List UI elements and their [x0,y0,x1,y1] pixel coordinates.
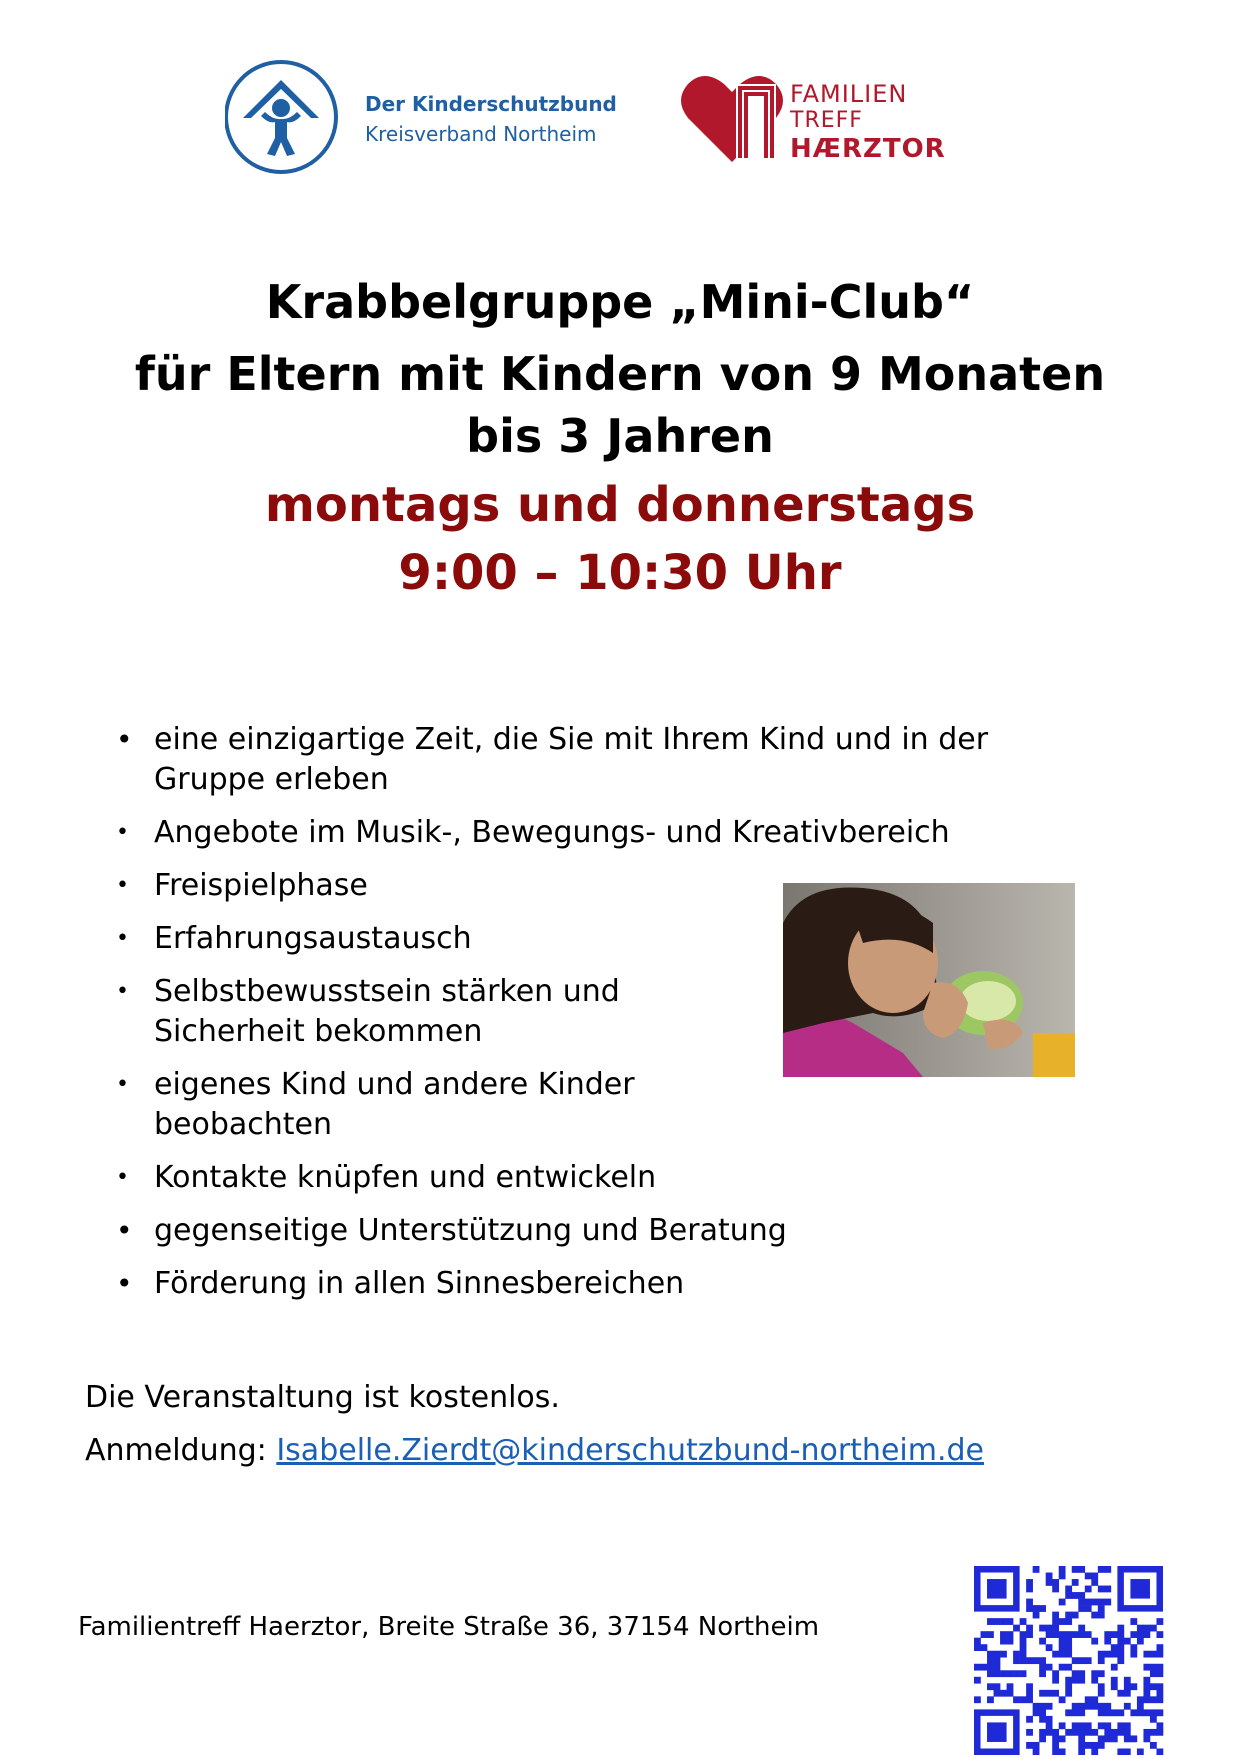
list-item [110,813,1110,853]
free-of-charge-note: Die Veranstaltung ist kostenlos. [85,1380,560,1415]
list-item-line1: • Selbstbewusstsein stärken und [154,974,620,1009]
familientreff-line1: FAMILIEN [790,80,908,108]
subtitle-line2: bis 3 Jahren [466,409,774,463]
list-item-line2: Sicherheit bekommen [154,1014,483,1049]
list-item-line1: • eine einzigartige Zeit, die Sie mit Ihrem Kind und in der [154,722,989,757]
kinderschutzbund-logo [225,58,625,176]
list-item [110,1211,1110,1251]
list-item-line1: • Freispielphase [154,868,368,903]
qr-code-icon [974,1566,1166,1755]
child-eating-photo [783,883,1075,1077]
list-item-line1: • Angebote im Musik-, Bewegungs- und Kreativbereich [154,815,950,850]
kinderschutzbund-emblem-icon [225,58,345,176]
subtitle-line1: für Eltern mit Kindern von 9 Monaten [134,347,1106,401]
qr-code-graphic [974,1566,1166,1755]
list-item [110,1158,1110,1198]
familientreff-line3: HÆRZTOR [790,134,946,164]
list-item-line1: • Kontakte knüpfen und entwickeln [154,1160,657,1195]
familientreff-line2: TREFF [790,108,863,133]
list-item-line1: • Förderung in allen Sinnesbereichen [154,1266,685,1301]
list-item-line1: • eigenes Kind und andere Kinder [154,1067,635,1102]
list-item-line1: • Erfahrungsaustausch [154,921,472,956]
address: Familientreff Haerztor, Breite Straße 36, 37154 Northeim [78,1612,820,1642]
list-item-line2: beobachten [154,1107,333,1142]
schedule-days: montags und donnerstags [264,477,976,533]
familientreff-logo [680,70,980,170]
list-item-line2: Gruppe erleben [154,762,389,797]
list-item [110,720,1110,800]
registration-email-link[interactable]: Isabelle.Zierdt@kinderschutzbund-northeim.de [276,1433,984,1468]
schedule-time: 9:00 – 10:30 Uhr [398,545,842,601]
kinderschutzbund-name: Der Kinderschutzbund [365,92,617,116]
registration-label: Anmeldung: [85,1433,267,1468]
page-title: Krabbelgruppe „Mini-Club“ [265,275,975,329]
registration-line [85,1433,984,1468]
kinderschutzbund-subtitle: Kreisverband Northeim [365,122,597,146]
list-item [110,1264,1110,1304]
list-item [110,1065,1110,1145]
heart-door-icon [680,70,785,165]
list-item-line1: • gegenseitige Unterstützung und Beratung [154,1213,787,1248]
